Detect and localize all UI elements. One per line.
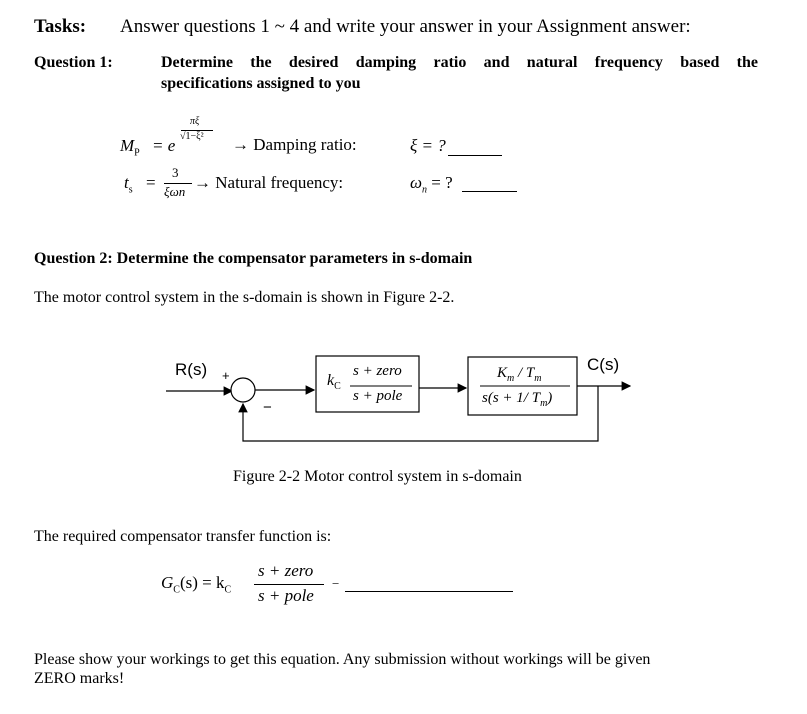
- damping-ratio-arrow-label: → Damping ratio:: [232, 135, 357, 154]
- question-1-label: Question 1:: [34, 54, 113, 71]
- output-label: C(s): [587, 355, 620, 374]
- mp-exponent-numerator: πξ: [190, 116, 200, 127]
- required-compensator-text: The required compensator transfer function is:: [34, 528, 332, 545]
- footer-line2: ZERO marks!: [34, 670, 125, 687]
- omega-n-equals: $\omega_n$ = ?: [410, 173, 453, 196]
- plant-denominator: s(s + 1/ $T_m$): [482, 390, 553, 409]
- gc-numerator: s + zero: [258, 561, 314, 580]
- tasks-text: Answer questions 1 ~ 4 and write your answer in your Assignment answer:: [120, 16, 691, 37]
- ts-numerator: 3: [172, 165, 179, 180]
- natural-frequency-arrow-label: → Natural frequency:: [194, 173, 344, 192]
- mp-equals-e: = e: [152, 136, 176, 155]
- ts-denominator: ξωn: [164, 184, 186, 199]
- gc-answer-line: [345, 591, 513, 592]
- plus-sign: +: [222, 368, 230, 383]
- summing-junction: [231, 378, 255, 402]
- plant-numerator: $K_m / T_m$: [497, 365, 542, 384]
- tasks-label: Tasks:: [34, 16, 87, 37]
- minus-sign: −: [263, 399, 272, 416]
- xi-equals: ξ = ?: [410, 136, 446, 155]
- figure-caption: Figure 2-2 Motor control system in s-domain: [233, 468, 522, 485]
- compensator-gain: $k_C$: [327, 372, 341, 393]
- gc-fraction-bar: [254, 584, 324, 585]
- question-2-intro: The motor control system in the s-domain is shown in Figure 2-2.: [34, 289, 455, 306]
- question-2-heading: Question 2: Determine the compensator parameters in s-domain: [34, 250, 473, 267]
- footer-line1: Please show your workings to get this equation. Any submission without workings will be given: [34, 651, 651, 668]
- mp-symbol: $M_P$: [120, 136, 140, 159]
- compensator-numerator: s + zero: [353, 363, 402, 379]
- input-label: R(s): [175, 360, 208, 379]
- compensator-denominator: s + pole: [353, 388, 403, 404]
- gc-equation-lhs: $G_C(s) = k_C$: [161, 573, 232, 596]
- mp-exponent-denominator: √1−ξ²: [180, 131, 204, 142]
- gc-dash: −: [332, 576, 340, 591]
- ts-equals: =: [146, 173, 156, 192]
- ts-symbol: $t_s$: [124, 173, 133, 196]
- gc-denominator: s + pole: [258, 586, 314, 605]
- question-1-text-line1: Determine the desired damping ratio and natural frequency based the: [161, 54, 758, 71]
- question-1-text-line2: specifications assigned to you: [161, 75, 361, 92]
